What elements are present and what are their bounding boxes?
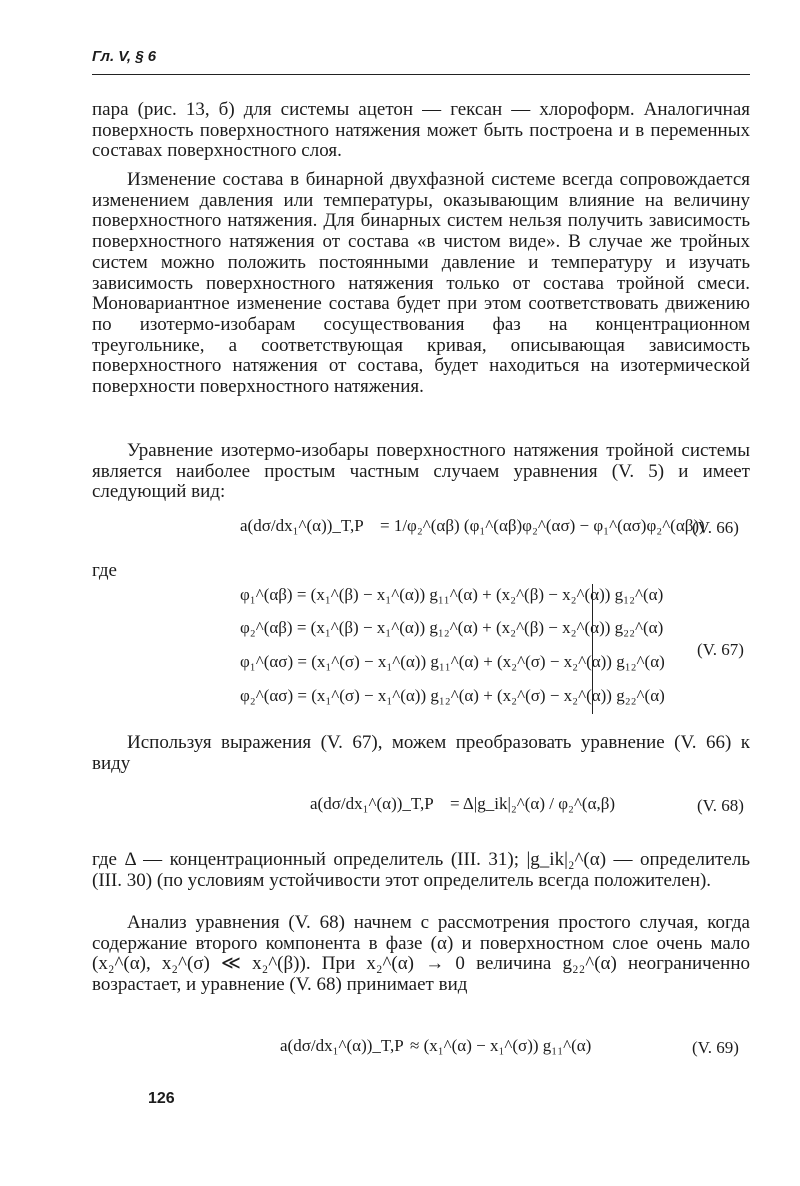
paragraph-4: Используя выражения (V. 67), можем преобразовать уравнение (V. 66) к виду <box>92 732 750 774</box>
equation-v68-lhs: a(dσ/dx₁^(α))_T,P <box>310 794 434 813</box>
paragraph-2: Изменение состава в бинарной двухфазной системе всегда сопровождается изменением давления или температуры, оказывающим влияние на величину поверхностного натяжения. Для бинарных систем нельзя получить зависимость поверхностного натяжения от состава «в чистом виде». В случае же тройных систем можно положить постоянными давление и температуру и изучать зависимость поверхностного натяжения только от состава тройной смеси. Моновариантное изменение состава будет при этом соответствовать движению по изотермо-изобарам сосуществования фаз на концентрационном треугольнике, а соответствующая кривая, описывающая зависимость поверхностного натяжения от состава, будет находиться на изотермической поверхности поверхностного натяжения. <box>92 169 750 398</box>
equation-v68-rhs: = Δ|g_ik|₂^(α) / φ₂^(α,β) <box>450 794 616 813</box>
paragraph-1: пара (рис. 13, б) для системы ацетон — гексан — хлороформ. Аналогичная поверхность поверхностного натяжения может быть построена и в переменных составах поверхностного слоя. <box>92 99 750 162</box>
equation-number-v69: (V. 69) <box>692 1038 739 1057</box>
running-header: Гл. V, § 6 <box>92 48 157 65</box>
equation-v66-lhs: a(dσ/dx₁^(α))_T,P <box>240 516 364 535</box>
paragraph-3: Уравнение изотермо-изобары поверхностного натяжения тройной системы является наиболее простым частным случаем уравнения (V. 5) и имеет следующий вид: <box>92 440 750 503</box>
equation-v67-line3: φ₁^(ασ) = (x₁^(σ) − x₁^(α)) g₁₁^(α) + (x₂^(σ) − x₂^(α)) g₁₂^(α) <box>240 652 665 671</box>
equation-v69-rhs: ≈ (x₁^(α) − x₁^(σ)) g₁₁^(α) <box>410 1036 592 1055</box>
equation-v67-line1: φ₁^(αβ) = (x₁^(β) − x₁^(α)) g₁₁^(α) + (x₂^(β) − x₂^(α)) g₁₂^(α) <box>240 585 664 604</box>
paragraph-6: Анализ уравнения (V. 68) начнем с рассмотрения простого случая, когда содержание второго компонента в фазе (α) и поверхностном слое очень мало (x₂^(α), x₂^(σ) ≪ x₂^(β)). При x₂^(α) → 0 величина g₂₂^(α) неограниченно возрастает, и уравнение (V. 68) принимает вид <box>92 912 750 996</box>
system-bracket <box>592 584 593 714</box>
paragraph-5: где Δ — концентрационный определитель (III. 31); |g_ik|₂^(α) — определитель (III. 30) (по условиям устойчивости этот определитель всегда положителен). <box>92 849 750 891</box>
where-label: где <box>92 560 117 581</box>
page-number: 126 <box>148 1090 175 1107</box>
header-rule <box>92 74 750 75</box>
equation-number-v66: (V. 66) <box>692 518 739 537</box>
equation-number-v67: (V. 67) <box>697 640 744 659</box>
equation-v66-rhs: = 1/φ₂^(αβ) (φ₁^(αβ)φ₂^(ασ) − φ₁^(ασ)φ₂^(αβ)) <box>380 516 705 535</box>
equation-v67-line4: φ₂^(ασ) = (x₁^(σ) − x₁^(α)) g₁₂^(α) + (x₂^(σ) − x₂^(α)) g₂₂^(α) <box>240 686 665 705</box>
equation-number-v68: (V. 68) <box>697 796 744 815</box>
equation-v67-line2: φ₂^(αβ) = (x₁^(β) − x₁^(α)) g₁₂^(α) + (x₂^(β) − x₂^(α)) g₂₂^(α) <box>240 618 664 637</box>
equation-v69-lhs: a(dσ/dx₁^(α))_T,P <box>280 1036 404 1055</box>
